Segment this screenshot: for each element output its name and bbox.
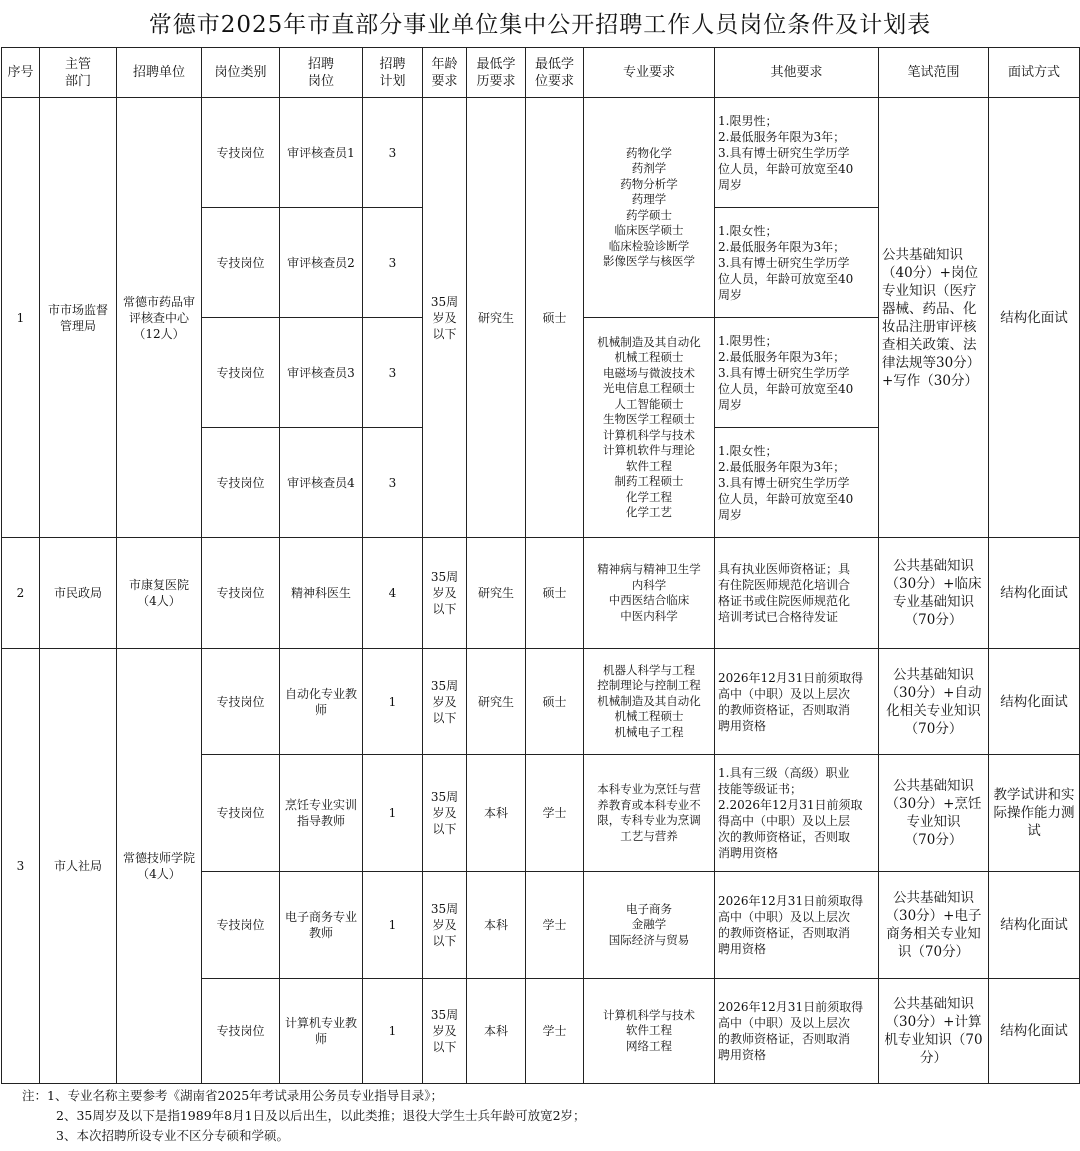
min-education: 研究生 bbox=[467, 98, 526, 538]
interview-method: 结构化面试 bbox=[989, 872, 1080, 979]
recruit-plan: 3 bbox=[363, 318, 423, 428]
table-row bbox=[2, 98, 1080, 208]
exam-scope: 公共基础知识 （30分）+自动 化相关专业知识 （70分） bbox=[879, 649, 989, 755]
interview-method: 结构化面试 bbox=[989, 649, 1080, 755]
recruit-plan: 1 bbox=[363, 755, 423, 872]
post-name: 烹饪专业实训 指导教师 bbox=[280, 755, 363, 872]
min-education: 研究生 bbox=[467, 538, 526, 649]
footnote-line: 3、本次招聘所设专业不区分专硕和学硕。 bbox=[56, 1128, 289, 1143]
header-cell: 岗位类别 bbox=[202, 48, 280, 98]
header-cell: 招聘 岗位 bbox=[280, 48, 363, 98]
other-requirement: 1.限女性； 2.最低服务年限为3年； 3.具有博士研究生学历学 位人员，年龄可放宽至40 周岁 bbox=[715, 428, 879, 538]
exam-scope: 公共基础知识 （30分）+电子 商务相关专业知 识（70分） bbox=[879, 872, 989, 979]
recruitment-table bbox=[1, 47, 1080, 1084]
header-cell: 年龄 要求 bbox=[423, 48, 467, 98]
post-category: 专技岗位 bbox=[202, 98, 280, 208]
header-cell: 招聘单位 bbox=[117, 48, 202, 98]
post-name: 审评核查员2 bbox=[280, 208, 363, 318]
exam-scope: 公共基础知识 （30分）+临床 专业基础知识 （70分） bbox=[879, 538, 989, 649]
header-cell: 最低学 位要求 bbox=[526, 48, 584, 98]
min-education: 本科 bbox=[467, 979, 526, 1084]
post-name: 审评核查员3 bbox=[280, 318, 363, 428]
interview-method: 结构化面试 bbox=[989, 979, 1080, 1084]
post-name: 精神科医生 bbox=[280, 538, 363, 649]
header-cell: 最低学 历要求 bbox=[467, 48, 526, 98]
row-number: 2 bbox=[2, 538, 40, 649]
other-requirement: 1.具有三级（高级）职业 技能等级证书； 2.2026年12月31日前须取 得高中（中职）及以上层 次的教师资格证，否则取 消聘用资格 bbox=[715, 755, 879, 872]
min-degree: 硕士 bbox=[526, 538, 584, 649]
recruiting-unit: 市康复医院 （4人） bbox=[117, 538, 202, 649]
min-education: 本科 bbox=[467, 755, 526, 872]
post-category: 专技岗位 bbox=[202, 538, 280, 649]
recruit-plan: 1 bbox=[363, 979, 423, 1084]
interview-method: 结构化面试 bbox=[989, 538, 1080, 649]
post-category: 专技岗位 bbox=[202, 428, 280, 538]
other-requirement: 1.限男性； 2.最低服务年限为3年； 3.具有博士研究生学历学 位人员，年龄可放宽至40 周岁 bbox=[715, 98, 879, 208]
header-cell: 其他要求 bbox=[715, 48, 879, 98]
major-requirement: 本科专业为烹饪与营 养教育或本科专业不 限，专科专业为烹调 工艺与营养 bbox=[584, 755, 715, 872]
header-cell: 面试方式 bbox=[989, 48, 1080, 98]
age-requirement: 35周 岁及 以下 bbox=[423, 872, 467, 979]
post-name: 审评核查员1 bbox=[280, 98, 363, 208]
header-cell: 主管 部门 bbox=[40, 48, 117, 98]
exam-scope: 公共基础知识 （30分）+烹饪 专业知识 （70分） bbox=[879, 755, 989, 872]
post-name: 电子商务专业 教师 bbox=[280, 872, 363, 979]
post-category: 专技岗位 bbox=[202, 649, 280, 755]
post-category: 专技岗位 bbox=[202, 979, 280, 1084]
other-requirement: 1.限女性； 2.最低服务年限为3年； 3.具有博士研究生学历学 位人员，年龄可放宽至40 周岁 bbox=[715, 208, 879, 318]
recruit-plan: 1 bbox=[363, 649, 423, 755]
recruit-plan: 4 bbox=[363, 538, 423, 649]
interview-method: 教学试讲和实 际操作能力测 试 bbox=[989, 755, 1080, 872]
header-cell: 招聘 计划 bbox=[363, 48, 423, 98]
major-requirement: 精神病与精神卫生学 内科学 中西医结合临床 中医内科学 bbox=[584, 538, 715, 649]
min-degree: 学士 bbox=[526, 979, 584, 1084]
header-row bbox=[2, 48, 1080, 98]
supervising-dept: 市民政局 bbox=[40, 538, 117, 649]
other-requirement: 2026年12月31日前须取得 高中（中职）及以上层次 的教师资格证，否则取消 聘用资格 bbox=[715, 872, 879, 979]
post-name: 自动化专业教 师 bbox=[280, 649, 363, 755]
post-category: 专技岗位 bbox=[202, 318, 280, 428]
supervising-dept: 市市场监督 管理局 bbox=[40, 98, 117, 538]
other-requirement: 2026年12月31日前须取得 高中（中职）及以上层次 的教师资格证，否则取消 聘用资格 bbox=[715, 649, 879, 755]
post-name: 审评核查员4 bbox=[280, 428, 363, 538]
row-number: 3 bbox=[2, 649, 40, 1084]
footnote-line: 注：1、专业名称主要参考《湖南省2025年考试录用公务员专业指导目录》； bbox=[22, 1088, 444, 1103]
major-requirement: 电子商务 金融学 国际经济与贸易 bbox=[584, 872, 715, 979]
min-degree: 硕士 bbox=[526, 98, 584, 538]
age-requirement: 35周 岁及 以下 bbox=[423, 98, 467, 538]
header-cell: 专业要求 bbox=[584, 48, 715, 98]
major-requirement: 机器人科学与工程 控制理论与控制工程 机械制造及其自动化 机械工程硕士 机械电子工程 bbox=[584, 649, 715, 755]
header-cell: 序号 bbox=[2, 48, 40, 98]
table-row bbox=[2, 538, 1080, 649]
min-degree: 硕士 bbox=[526, 649, 584, 755]
min-degree: 学士 bbox=[526, 872, 584, 979]
min-education: 本科 bbox=[467, 872, 526, 979]
document-title: 常德市2025年市直部分事业单位集中公开招聘工作人员岗位条件及计划表 bbox=[148, 12, 932, 38]
footnote-line: 2、35周岁及以下是指1989年8月1日及以后出生，以此类推；退役大学生士兵年龄可放宽2岁； bbox=[56, 1108, 586, 1123]
other-requirement: 1.限男性； 2.最低服务年限为3年； 3.具有博士研究生学历学 位人员，年龄可放宽至40 周岁 bbox=[715, 318, 879, 428]
major-requirement: 计算机科学与技术 软件工程 网络工程 bbox=[584, 979, 715, 1084]
table-row bbox=[2, 649, 1080, 755]
recruit-plan: 3 bbox=[363, 428, 423, 538]
age-requirement: 35周 岁及 以下 bbox=[423, 979, 467, 1084]
post-name: 计算机专业教 师 bbox=[280, 979, 363, 1084]
min-education: 研究生 bbox=[467, 649, 526, 755]
exam-scope: 公共基础知识 （40分）+岗位 专业知识（医疗 器械、药品、化 妆品注册审评核 查相关政策、法 律法规等30分） +写作（30分） bbox=[879, 98, 989, 538]
interview-method: 结构化面试 bbox=[989, 98, 1080, 538]
row-number: 1 bbox=[2, 98, 40, 538]
recruit-plan: 3 bbox=[363, 98, 423, 208]
recruit-plan: 1 bbox=[363, 872, 423, 979]
age-requirement: 35周 岁及 以下 bbox=[423, 755, 467, 872]
post-category: 专技岗位 bbox=[202, 208, 280, 318]
recruiting-unit: 常德市药品审 评核查中心 （12人） bbox=[117, 98, 202, 538]
age-requirement: 35周 岁及 以下 bbox=[423, 538, 467, 649]
recruiting-unit: 常德技师学院 （4人） bbox=[117, 649, 202, 1084]
post-category: 专技岗位 bbox=[202, 872, 280, 979]
major-requirement: 药物化学 药剂学 药物分析学 药理学 药学硕士 临床医学硕士 临床检验诊断学 影像医学与核医学 bbox=[584, 98, 715, 318]
supervising-dept: 市人社局 bbox=[40, 649, 117, 1084]
post-category: 专技岗位 bbox=[202, 755, 280, 872]
header-cell: 笔试范围 bbox=[879, 48, 989, 98]
major-requirement: 机械制造及其自动化 机械工程硕士 电磁场与微波技术 光电信息工程硕士 人工智能硕士 生物医学工程硕士 计算机科学与技术 计算机软件与理论 软件工程 制药工程硕士 化学工程 化学工艺 bbox=[584, 318, 715, 538]
exam-scope: 公共基础知识 （30分）+计算 机专业知识（70 分） bbox=[879, 979, 989, 1084]
other-requirement: 2026年12月31日前须取得 高中（中职）及以上层次 的教师资格证，否则取消 聘用资格 bbox=[715, 979, 879, 1084]
min-degree: 学士 bbox=[526, 755, 584, 872]
recruit-plan: 3 bbox=[363, 208, 423, 318]
other-requirement: 具有执业医师资格证；具 有住院医师规范化培训合 格证书或住院医师规范化 培训考试已合格待发证 bbox=[715, 538, 879, 649]
age-requirement: 35周 岁及 以下 bbox=[423, 649, 467, 755]
footnotes bbox=[22, 1086, 586, 1146]
